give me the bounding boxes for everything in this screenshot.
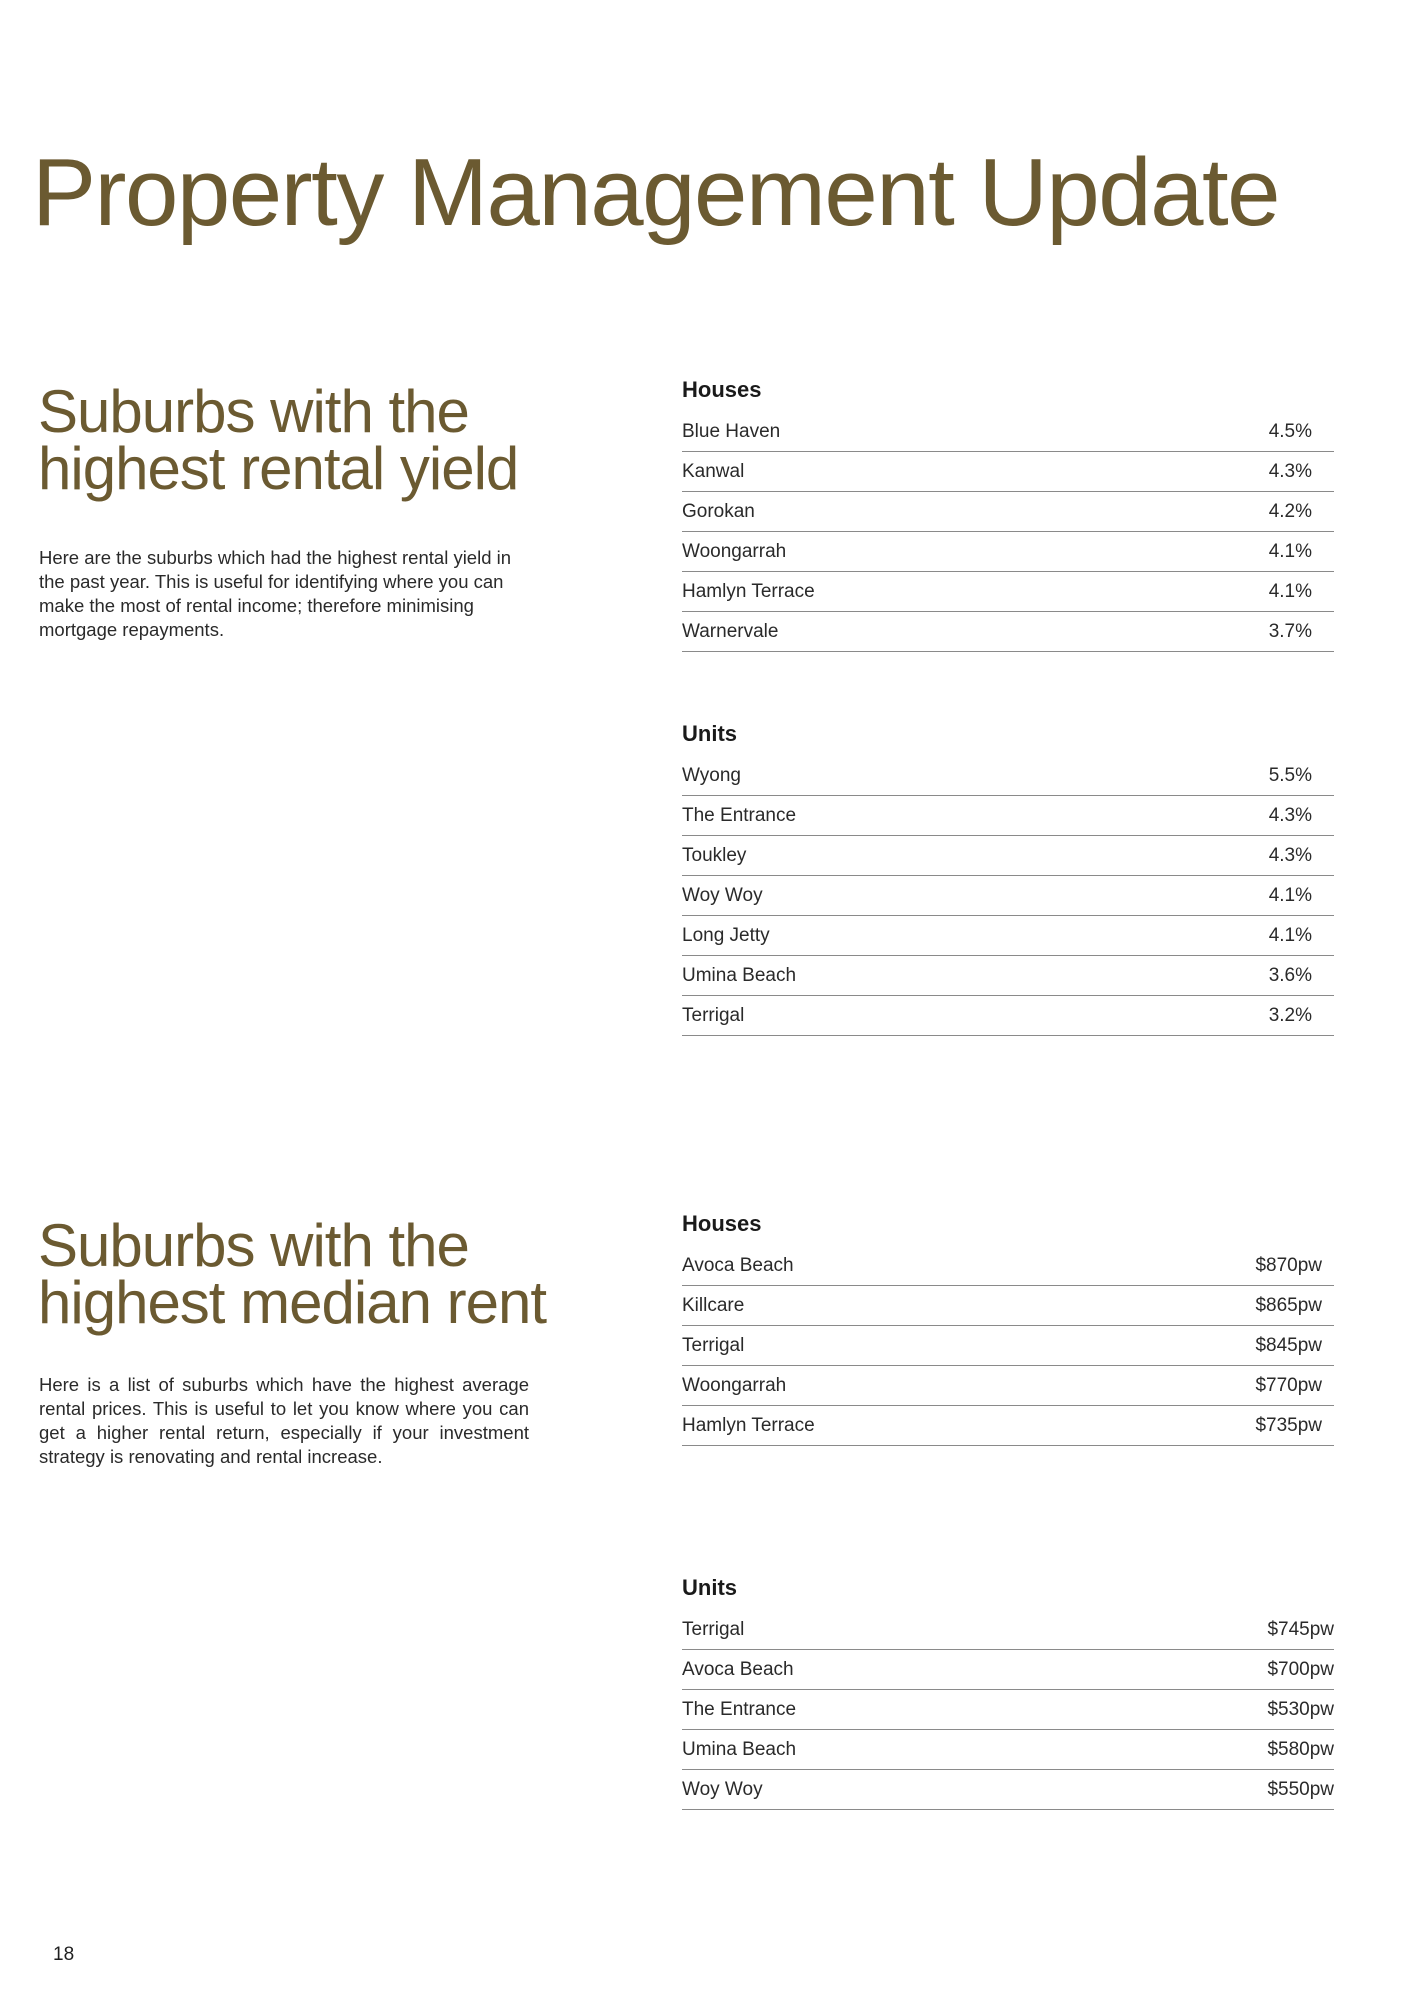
table-row	[682, 452, 1334, 492]
page-number: 18	[53, 1944, 75, 1965]
yield-houses-table	[682, 374, 1334, 652]
suburb-name: Woongarrah	[682, 1374, 787, 1396]
table-row	[682, 492, 1334, 532]
table-row	[682, 836, 1334, 876]
rent-section-intro: Here is a list of suburbs which have the highest average rental prices. This is useful to let you know where you can get a higher rental return, especially if your investment strategy is renovating and rental increase.	[39, 1374, 529, 1467]
yield-heading-line1: Suburbs with the	[38, 378, 469, 445]
yield-units-table	[682, 718, 1334, 1036]
rent-section-heading	[38, 1212, 546, 1336]
suburb-name: Kanwal	[682, 460, 745, 482]
rent-value: $745pw	[1267, 1618, 1334, 1640]
rent-units-table	[682, 1572, 1334, 1810]
rent-value: $735pw	[1255, 1414, 1322, 1436]
yield-value: 3.2%	[1268, 1004, 1312, 1026]
suburb-name: Toukley	[682, 844, 747, 866]
rent-value: $530pw	[1267, 1698, 1334, 1720]
yield-section-heading	[38, 378, 519, 502]
suburb-name: Wyong	[682, 764, 741, 786]
table-row	[682, 1770, 1334, 1810]
table-row	[682, 756, 1334, 796]
table-row	[682, 532, 1334, 572]
yield-value: 4.3%	[1268, 460, 1312, 482]
suburb-name: Woy Woy	[682, 1778, 763, 1800]
yield-section-intro: Here are the suburbs which had the highest rental yield in the past year. This is useful for identifying where you can make the most of rental income; therefore minimising mortgage repayments.	[39, 547, 512, 640]
suburb-name: Woy Woy	[682, 884, 763, 906]
table-row	[682, 1366, 1334, 1406]
rent-value: $550pw	[1267, 1778, 1334, 1800]
table-row	[682, 876, 1334, 916]
suburb-name: Avoca Beach	[682, 1658, 794, 1680]
suburb-name: Umina Beach	[682, 964, 797, 986]
suburb-name: The Entrance	[682, 1698, 797, 1720]
yield-houses-title: Houses	[682, 377, 762, 402]
rent-heading-line2: highest median rent	[38, 1269, 546, 1336]
yield-value: 3.7%	[1268, 620, 1312, 642]
table-row	[682, 1650, 1334, 1690]
table-row	[682, 412, 1334, 452]
rent-houses-title: Houses	[682, 1211, 762, 1236]
yield-value: 4.1%	[1268, 540, 1312, 562]
table-row	[682, 1690, 1334, 1730]
yield-value: 4.3%	[1268, 844, 1312, 866]
suburb-name: Umina Beach	[682, 1738, 797, 1760]
table-row	[682, 916, 1334, 956]
table-row	[682, 1286, 1334, 1326]
table-row	[682, 612, 1334, 652]
suburb-name: Warnervale	[682, 620, 779, 642]
yield-value: 5.5%	[1268, 764, 1312, 786]
page-title: Property Management Update	[32, 139, 1280, 246]
rent-value: $700pw	[1267, 1658, 1334, 1680]
rent-units-title: Units	[682, 1575, 737, 1600]
yield-value: 4.1%	[1268, 884, 1312, 906]
suburb-name: Blue Haven	[682, 420, 781, 442]
yield-value: 3.6%	[1268, 964, 1312, 986]
table-row	[682, 1610, 1334, 1650]
rent-value: $580pw	[1267, 1738, 1334, 1760]
suburb-name: Woongarrah	[682, 540, 787, 562]
yield-value: 4.1%	[1268, 924, 1312, 946]
suburb-name: Hamlyn Terrace	[682, 1414, 815, 1436]
suburb-name: Terrigal	[682, 1004, 745, 1026]
suburb-name: Hamlyn Terrace	[682, 580, 815, 602]
table-row	[682, 796, 1334, 836]
rent-houses-table	[682, 1208, 1334, 1446]
yield-value: 4.3%	[1268, 804, 1312, 826]
suburb-name: Killcare	[682, 1294, 745, 1316]
rent-value: $770pw	[1255, 1374, 1322, 1396]
suburb-name: Long Jetty	[682, 924, 770, 946]
suburb-name: Avoca Beach	[682, 1254, 794, 1276]
table-row	[682, 1406, 1334, 1446]
yield-value: 4.5%	[1268, 420, 1312, 442]
suburb-name: Terrigal	[682, 1618, 745, 1640]
suburb-name: The Entrance	[682, 804, 797, 826]
table-row	[682, 1246, 1334, 1286]
rent-value: $865pw	[1255, 1294, 1322, 1316]
table-row	[682, 1326, 1334, 1366]
yield-units-title: Units	[682, 721, 737, 746]
table-row	[682, 996, 1334, 1036]
table-row	[682, 572, 1334, 612]
table-row	[682, 1730, 1334, 1770]
yield-value: 4.1%	[1268, 580, 1312, 602]
suburb-name: Terrigal	[682, 1334, 745, 1356]
rent-value: $870pw	[1255, 1254, 1322, 1276]
suburb-name: Gorokan	[682, 500, 755, 522]
yield-value: 4.2%	[1268, 500, 1312, 522]
table-row	[682, 956, 1334, 996]
rent-heading-line1: Suburbs with the	[38, 1212, 469, 1279]
rent-value: $845pw	[1255, 1334, 1322, 1356]
yield-heading-line2: highest rental yield	[38, 435, 519, 502]
